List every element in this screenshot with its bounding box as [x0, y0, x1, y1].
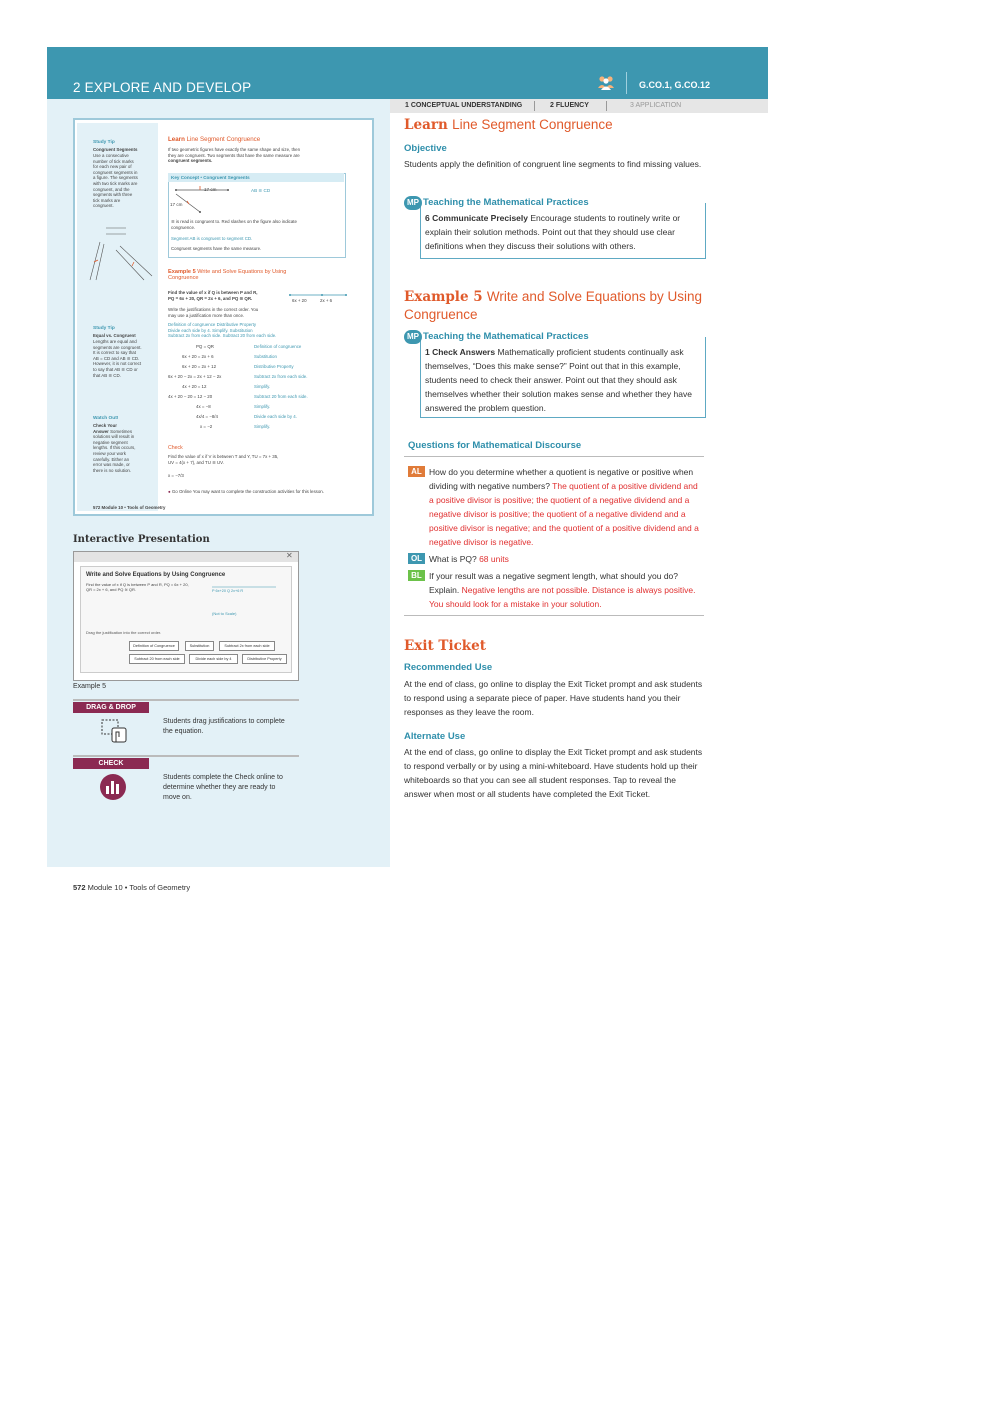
tip-line: negative segment — [93, 439, 128, 445]
solution-step — [168, 424, 344, 434]
solution-step — [168, 394, 344, 404]
watch-out-title: Watch Out! — [93, 416, 119, 421]
tip-line: to say that AB ≅ CD or — [93, 366, 138, 372]
thumb-line: congruent segments. — [168, 158, 213, 164]
alternate-use-heading: Alternate Use — [404, 731, 466, 742]
standards-label: G.CO.1, G.CO.12 — [639, 80, 711, 90]
step-justification: Subtract 20 from each side. — [254, 394, 308, 399]
page-number: 572 — [73, 883, 86, 892]
interactive-caption: Example 5 — [73, 683, 107, 690]
header-divider — [626, 72, 627, 94]
section-title: 2 EXPLORE AND DEVELOP — [73, 80, 252, 95]
justification-chip[interactable]: Subtract 20 from each side — [129, 654, 185, 664]
close-icon[interactable]: ✕ — [286, 551, 293, 560]
screen-line: QR = 2x + 6, and PQ ≅ QR. — [86, 587, 137, 592]
screen-title: Write and Solve Equations by Using Congruence — [86, 572, 226, 578]
thumb-line: Subtract 2x from each side. Subtract 20 from each side. — [168, 333, 277, 339]
thumb-example-heading — [168, 269, 338, 281]
tip-line: congruent. — [93, 203, 114, 209]
tip-line: congruent, and the — [93, 186, 130, 192]
tip-line: Use a consecutive — [93, 153, 129, 158]
question-bl-answer: Negative lengths are not possible. Distance is always positive. You should look for a mistake in your solution. — [429, 585, 696, 609]
check-description: Students complete the Check online to determine whether they are ready to move on. — [163, 774, 283, 801]
tip-line: there is no solution. — [93, 467, 132, 473]
thumb-check-label: Check — [168, 445, 183, 451]
tip-line: It is correct to say that — [93, 350, 136, 356]
step-justification: Simplify. — [254, 404, 271, 409]
screen-drag-prompt: Drag the justification into the correct order. — [86, 630, 162, 635]
learn-title: Line Segment Congruence — [452, 117, 613, 132]
mp-text-1 — [425, 211, 700, 253]
tip-line: for each new pair of — [93, 164, 132, 170]
tip-line: segments with three — [93, 192, 133, 198]
tab-divider — [534, 101, 535, 111]
tip-line: with two tick marks are — [93, 180, 138, 186]
fig-symbol: AB ≅ CD — [251, 188, 271, 193]
thumb-line: Go Online You may want to complete the construction activities for this lesson. — [171, 489, 324, 494]
question-ol-answer: 68 units — [479, 554, 509, 564]
step-justification: Subtract 2x from each side. — [254, 374, 308, 379]
tab-application: 3 APPLICATION — [630, 102, 682, 109]
tab-divider — [606, 101, 607, 111]
example-title: Write and Solve Equations by Using Congruence — [404, 289, 703, 322]
thumb-footer: 572 Module 10 • Tools of Geometry — [93, 505, 166, 510]
question-bl — [429, 569, 701, 611]
step-equation: 4x = −8 — [196, 404, 211, 409]
thumb-line: may use a justification more than once. — [168, 312, 245, 318]
study-tip-text — [93, 339, 155, 378]
beyond-level-badge: BL — [408, 570, 425, 581]
fig-length-1: 17 cm — [204, 187, 217, 192]
thumb-example-prompt — [168, 290, 288, 301]
row-divider — [73, 755, 299, 757]
thumb-line: Write the justifications in the correct order. You — [168, 307, 259, 312]
solution-step — [168, 404, 344, 414]
mp-icon: MP — [404, 330, 422, 344]
drag-drop-description: Students drag justifications to complete the equation. — [163, 718, 285, 735]
tip-line: segments are congruent. — [93, 344, 142, 350]
justification-chip[interactable]: Distributive Property — [242, 654, 287, 664]
solution-step — [168, 354, 344, 364]
thumb-instructions — [168, 307, 338, 318]
thumb-go-online — [168, 489, 368, 495]
mp-title-1: Teaching the Mathematical Practices — [423, 197, 593, 208]
thumb-example-label: Example 5 — [168, 269, 196, 275]
question-bl-text: If your result was a negative segment length, what should you do? Explain. — [429, 571, 679, 595]
segment-label-1: 6x + 20 — [292, 298, 307, 303]
study-tip-text — [93, 153, 155, 209]
tip-line: Lengths are equal and — [93, 339, 137, 344]
tip-line: solutions will result in — [93, 434, 135, 440]
mp-text-2 — [425, 345, 700, 415]
group-icon — [597, 75, 615, 91]
justification-chip[interactable]: Divide each side by 4 — [189, 654, 238, 664]
check-chart-icon — [99, 773, 127, 801]
step-justification: Definition of congruence — [254, 344, 302, 349]
thumb-line: If two geometric figures have exactly the same shape and size, then — [168, 147, 301, 152]
watch-out-head: Check Your — [93, 423, 117, 428]
fig-length-2: 17 cm — [170, 202, 183, 207]
thumb-learn-heading — [168, 136, 260, 143]
tip-line: Sometimes — [110, 428, 133, 434]
tip-line: a figure. The segments — [93, 175, 138, 181]
solution-steps — [168, 344, 344, 434]
tip-line: number of tick marks — [93, 158, 134, 164]
step-equation: 4x + 20 = 12 — [182, 384, 207, 389]
tip-line: error was made, or — [93, 462, 130, 468]
screen-prompt — [86, 582, 206, 592]
step-equation: 4x + 20 − 20 = 12 − 20 — [168, 394, 213, 399]
tip-line: congruent segments in — [93, 169, 138, 175]
tip-line: tick marks are — [93, 197, 121, 203]
step-justification: Simplify. — [254, 424, 271, 429]
example-label: Example 5 — [404, 289, 483, 305]
interactive-presentation-title: Interactive Presentation — [73, 534, 210, 545]
learn-label: Learn — [404, 117, 448, 133]
thumb-check-answer: x = −7/3 — [168, 473, 184, 478]
approaching-level-badge: AL — [408, 466, 425, 477]
step-equation: 6x + 20 = 2x + 12 — [182, 364, 217, 369]
justification-chip[interactable]: Definition of Congruence — [129, 641, 179, 651]
screen-not-to-scale: (Not to Scale) — [212, 611, 237, 616]
step-equation: 6x + 20 − 2x = 2x + 12 − 2x — [168, 374, 222, 379]
objective-heading: Objective — [404, 143, 447, 154]
questions-divider — [404, 456, 704, 457]
objective-text: Students apply the definition of congruent line segments to find missing values. — [404, 159, 702, 169]
thumb-line: UV = 4(x + 7), and TU ≅ UV. — [168, 459, 224, 465]
key-last-text: Congruent segments have the same measure. — [171, 246, 262, 251]
solution-step — [168, 384, 344, 394]
screen-segment-labels: P 6x+20 Q 2x+6 R — [212, 589, 244, 593]
check-badge: CHECK — [73, 758, 149, 769]
thumb-learn-text — [168, 147, 368, 164]
step-justification: Distributive Property — [254, 364, 294, 369]
mp-body-2: Mathematically proficient students continually ask themselves, “Does this make sense?” Point out that in this example, students need to check their answer. Point out that they should ask themselves whether their solution makes sense and whether they have answered the problem question. — [425, 347, 692, 413]
watch-out-text — [93, 423, 155, 473]
footer-topic: Tools of Geometry — [129, 883, 191, 892]
thumb-line: Definition of congruence Distributive Property — [168, 322, 257, 327]
watch-out-head2: Answer — [93, 428, 109, 434]
step-equation: PQ = QR — [196, 344, 214, 349]
solution-step — [168, 364, 344, 374]
solution-step — [168, 374, 344, 384]
recommended-use-heading: Recommended Use — [404, 662, 493, 673]
study-tip-title: Study Tip — [93, 140, 115, 145]
question-al-answer: The quotient of a positive dividend and a positive divisor is positive; the quotient of a negative dividend and a negative divisor is positive; the quotient of a negative dividend and a positive divisor is negative; and the quotient of a positive dividend and a negative divisor is negative. — [429, 481, 699, 547]
solution-step — [168, 414, 344, 424]
drag-drop-icon — [100, 717, 130, 745]
mp-body-1: Encourage students to routinely write or explain their solution methods. Point out that they should use clear definitions when they discuss their solutions with others. — [425, 213, 681, 251]
tab-fluency: 2 FLUENCY — [550, 102, 589, 109]
justification-chip[interactable]: Subtract 2x from each side — [219, 641, 275, 651]
go-online-icon: ● — [168, 489, 171, 494]
key-note — [171, 219, 341, 230]
segment-label-2: 2x + 6 — [320, 298, 333, 303]
step-justification: Substitution — [254, 354, 277, 359]
recommended-use-text: At the end of class, go online to display the Exit Ticket prompt and ask students to respond using a separate piece of paper. Have students hand you their responses as they leave the room. — [404, 679, 703, 717]
question-al — [429, 465, 701, 549]
on-level-badge: OL — [408, 553, 425, 564]
thumb-line: PQ = 6x + 20, QR = 2x + 6, and PQ ≅ QR. — [168, 295, 253, 301]
row-divider — [73, 699, 299, 701]
questions-bottom-divider — [404, 615, 704, 616]
key-blue-text: Segment AB is congruent to segment CD. — [171, 236, 253, 241]
thumb-line: they are congruent. Two segments that have the same measure are — [168, 152, 300, 158]
tip-line: that AB ≅ CD. — [93, 372, 121, 378]
tip-line: However, it is not correct — [93, 361, 142, 367]
footer-module: Module 10 — [87, 883, 123, 892]
thumb-learn-title: Line Segment Congruence — [186, 136, 261, 143]
study-tip-head: Equal vs. Congruent — [93, 333, 136, 338]
presentation-title-bar — [74, 552, 298, 562]
questions-heading: Questions for Mathematical Discourse — [408, 440, 582, 451]
practice-tabs — [390, 99, 768, 113]
justification-chip[interactable]: Substitution — [185, 641, 214, 651]
step-justification: Simplify. — [254, 384, 271, 389]
tip-line: carefully. Either an — [93, 456, 130, 462]
step-equation: x = −2 — [200, 424, 213, 429]
mp-title-2: Teaching the Mathematical Practices — [423, 331, 593, 342]
step-equation: 6x + 20 = 2x + 6 — [182, 354, 214, 359]
solution-step — [168, 344, 344, 354]
exit-ticket-heading: Exit Ticket — [404, 638, 486, 654]
screen-line: Find the value of x if Q is between P and R, PQ = 6x + 20, — [86, 582, 189, 587]
tick-mark-figure — [86, 222, 156, 284]
step-justification: Divide each side by 4. — [254, 414, 297, 419]
page-footer: 572 Module 10 • Tools of Geometry — [73, 883, 191, 892]
question-al-text: How do you determine whether a quotient is negative or positive when dividing with negative numbers? — [429, 467, 694, 491]
thumb-line: Find the value of x if V is between T and Y, TU = 7x + 35, — [168, 454, 279, 459]
example-heading — [404, 288, 704, 324]
study-tip-title: Study Tip — [93, 326, 115, 331]
step-equation: 4x/4 = −8/4 — [196, 414, 218, 419]
thumb-example-title-2: Congruence — [168, 275, 199, 281]
tip-line: AB = CD and AB ≅ CD. — [93, 355, 140, 361]
learn-heading — [404, 117, 704, 133]
drag-drop-badge: DRAG & DROP — [73, 702, 149, 713]
tip-line: review your work — [93, 450, 126, 456]
question-ol — [429, 552, 701, 566]
mp-bold-2: 1 Check Answers — [425, 347, 496, 357]
question-ol-text: What is PQ? — [429, 554, 480, 564]
thumb-line: Find the value of x if Q is between P and R, — [168, 290, 258, 295]
thumb-justification-options — [168, 322, 338, 339]
thumb-line: ≅ is read is congruent to. Red slashes on the figure also indicate — [171, 219, 297, 224]
thumb-line: Divide each side by 4. Simplify. Substitution — [168, 327, 253, 333]
tab-conceptual-understanding: 1 CONCEPTUAL UNDERSTANDING — [405, 102, 523, 109]
key-concept-title: Key Concept • Congruent Segments — [171, 175, 250, 180]
thumb-example-title: Write and Solve Equations by Using — [197, 269, 287, 275]
study-tip-head: Congruent Segments — [93, 147, 138, 152]
thumb-check-text — [168, 454, 348, 465]
mp-icon: MP — [404, 196, 422, 210]
tip-line: lengths. If this occurs, — [93, 445, 136, 451]
mp-bold-1: 6 Communicate Precisely — [425, 213, 528, 223]
alternate-use-text: At the end of class, go online to display the Exit Ticket prompt and ask students to respond verbally or by using a mini-whiteboard. Have students hold up their whiteboards so that you can see all student responses. Tap to reveal the answer when most or all students have completed the Exit Ticket. — [404, 747, 703, 799]
thumb-learn-label: Learn — [168, 136, 185, 143]
thumb-line: congruence. — [171, 224, 196, 230]
